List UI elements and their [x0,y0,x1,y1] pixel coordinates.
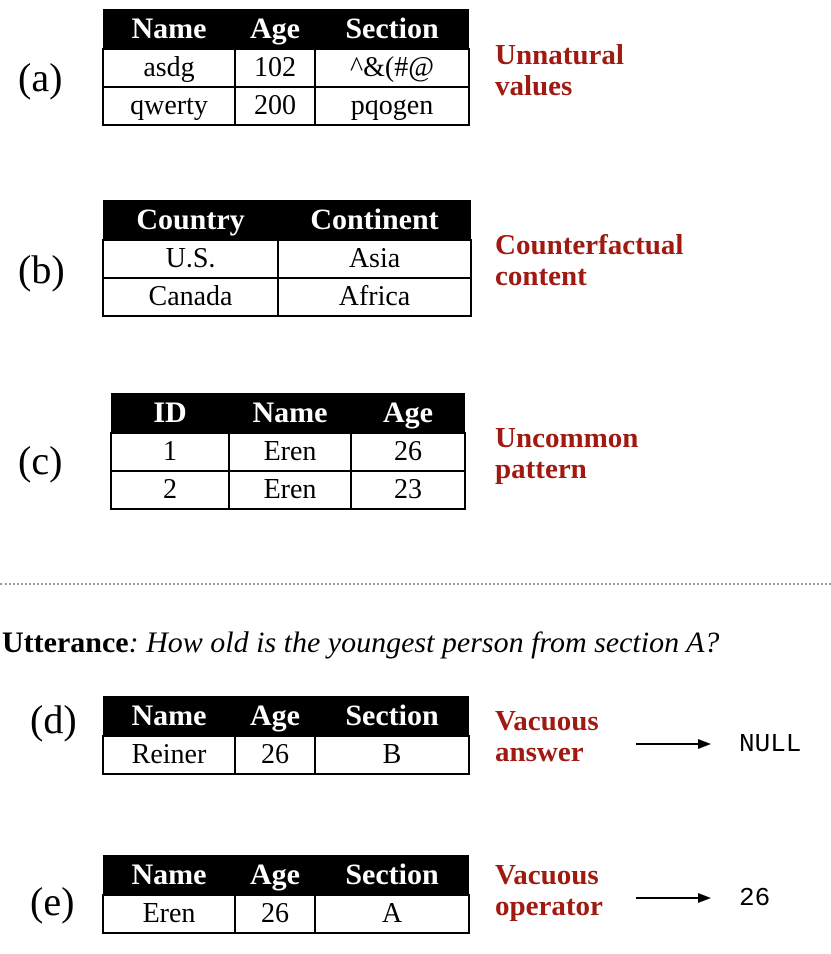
table-row [103,87,469,125]
table-cell: U.S. [103,240,278,278]
column-header: Continent [278,200,471,240]
column-header: Age [235,9,315,49]
caption-line: Counterfactual [495,229,684,261]
table-cell: pqogen [315,87,469,125]
table-unnatural-values [102,9,470,126]
caption-unnatural-values [495,40,624,103]
column-header: Age [351,393,465,433]
table-cell: Eren [229,433,351,471]
caption-line: Unnatural [495,39,624,71]
table-cell: 26 [235,895,315,933]
column-header: Country [103,200,278,240]
table-vacuous-answer [102,696,470,775]
table-cell: Canada [103,278,278,316]
column-header: Name [103,696,235,736]
table-row [111,471,465,509]
panel-label-d: (d) [30,697,77,742]
arrow-right-icon [636,736,712,752]
table-row [103,240,471,278]
caption-line: Vacuous [495,859,599,891]
column-header: Section [315,9,469,49]
table-vacuous-operator [102,855,470,934]
result-value: 26 [739,883,771,913]
caption-uncommon-pattern [495,423,638,486]
caption-line: operator [495,890,603,923]
table-cell: Eren [103,895,235,933]
table-row [103,278,471,316]
table-cell: qwerty [103,87,235,125]
table-cell: Africa [278,278,471,316]
table-cell: Asia [278,240,471,278]
table-cell: 102 [235,49,315,87]
caption-vacuous-operator [495,860,603,923]
column-header: ID [111,393,229,433]
table-cell: A [315,895,469,933]
caption-counterfactual-content [495,230,683,293]
table-cell: 2 [111,471,229,509]
column-header: Name [103,855,235,895]
table-cell: B [315,736,469,774]
caption-line: Vacuous [495,705,599,737]
table-cell: asdg [103,49,235,87]
utterance-text: How old is the youngest person from section A? [138,626,720,659]
table-cell: ^&(#@ [315,49,469,87]
caption-line: answer [495,736,584,769]
caption-line: values [495,70,573,103]
column-header: Section [315,855,469,895]
table-cell: 23 [351,471,465,509]
table-cell: Eren [229,471,351,509]
table-cell: Reiner [103,736,235,774]
panel-label-b: (b) [18,247,65,292]
table-cell: 26 [351,433,465,471]
column-header: Name [229,393,351,433]
panel-label-e: (e) [30,879,75,924]
result-value: NULL [739,729,802,759]
column-header: Age [235,696,315,736]
panel-label-a: (a) [18,55,63,100]
table-cell: 1 [111,433,229,471]
column-header: Age [235,855,315,895]
arrow-right-icon [636,890,712,906]
table-cell: 26 [235,736,315,774]
table-counterfactual-content [102,200,472,317]
table-cell: 200 [235,87,315,125]
column-header: Name [103,9,235,49]
table-row [111,433,465,471]
table-row [103,736,469,774]
caption-vacuous-answer [495,706,599,769]
utterance [2,626,719,660]
section-divider [0,583,831,585]
table-uncommon-pattern [110,393,466,510]
column-header: Section [315,696,469,736]
utterance-colon: : [128,626,139,659]
caption-line: Uncommon [495,422,639,454]
caption-line: pattern [495,453,587,486]
table-row [103,49,469,87]
caption-line: content [495,260,587,293]
table-row [103,895,469,933]
panel-label-c: (c) [18,438,63,483]
utterance-label: Utterance [2,626,129,659]
